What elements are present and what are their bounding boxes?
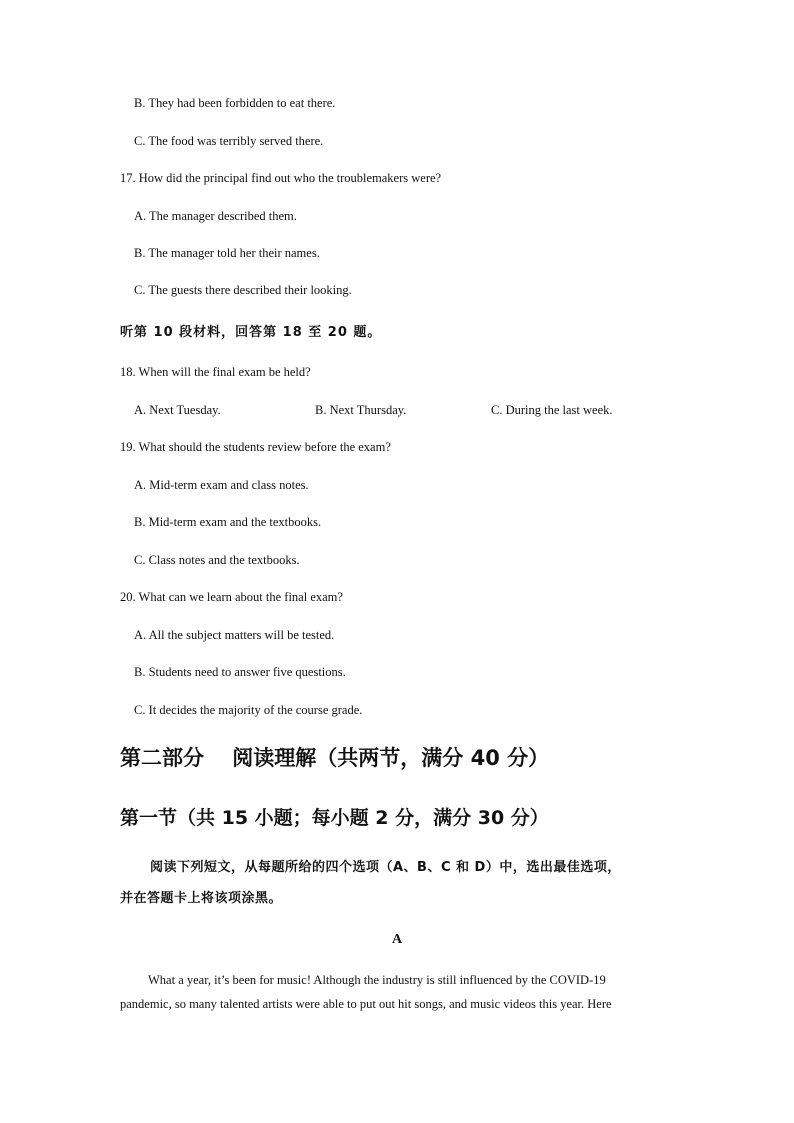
option-20c: C. It decides the majority of the course grade. — [134, 703, 363, 717]
instruction-line-2: 并在答题卡上将该项涂黑。 — [120, 891, 283, 906]
passage-text — [120, 968, 674, 1016]
option-19b: B. Mid-term exam and the textbooks. — [134, 515, 322, 529]
option-20a: A. All the subject matters will be tested. — [134, 628, 335, 642]
part-two-title: 第二部分 阅读理解（共两节，满分 40 分） — [120, 746, 550, 770]
option-17a: A. The manager described them. — [134, 209, 297, 223]
option-17b: B. The manager told her their names. — [134, 246, 320, 260]
option-16c: C. The food was terribly served there. — [134, 134, 324, 148]
option-18b: B. Next Thursday. — [315, 403, 407, 417]
question-20: 20. What can we learn about the final exam? — [120, 590, 343, 604]
question-17: 17. How did the principal find out who the troublemakers were? — [120, 171, 442, 185]
instruction-line-1: 阅读下列短文，从每题所给的四个选项（A、B、C 和 D）中，选出最佳选项， — [150, 860, 621, 875]
option-19a: A. Mid-term exam and class notes. — [134, 478, 309, 492]
section-10-heading: 听第 10 段材料，回答第 18 至 20 题。 — [120, 325, 382, 340]
question-19: 19. What should the students review before the exam? — [120, 440, 391, 454]
option-19c: C. Class notes and the textbooks. — [134, 553, 300, 567]
question-18: 18. When will the final exam be held? — [120, 365, 311, 379]
option-20b: B. Students need to answer five questions. — [134, 665, 346, 679]
option-17c: C. The guests there described their looking. — [134, 283, 352, 297]
passage-label: A — [391, 932, 403, 947]
option-16b: B. They had been forbidden to eat there. — [134, 96, 336, 110]
option-18a: A. Next Tuesday. — [134, 403, 221, 417]
section-one-title: 第一节（共 15 小题；每小题 2 分，满分 30 分） — [120, 807, 549, 829]
option-18c: C. During the last week. — [491, 403, 613, 417]
passage-line-2: pandemic, so many talented artists were able to put out hit songs, and music videos this year. Here — [120, 997, 612, 1011]
passage-line-1: What a year, it’s been for music! Although the industry is still influenced by the COVID-19 — [148, 973, 606, 987]
